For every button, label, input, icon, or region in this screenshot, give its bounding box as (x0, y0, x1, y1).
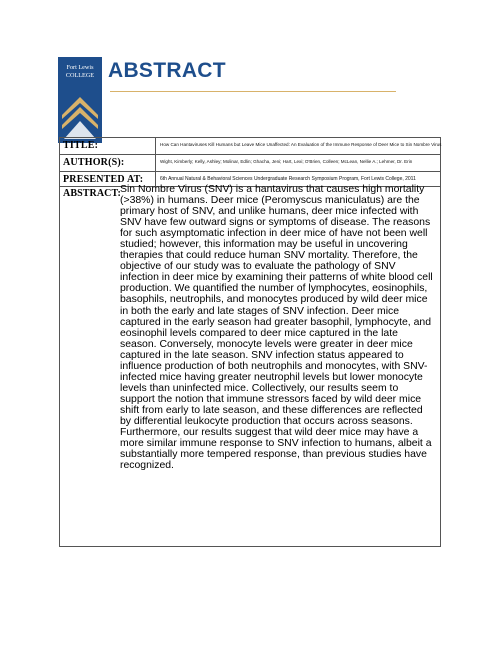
presented-value: 6th Annual Natural & Behavioral Sciences Undergraduate Research Symposium Program, Fort Lewis College, 2011 (160, 176, 416, 182)
abstract-label: ABSTRACT: (63, 188, 121, 199)
title-row (60, 138, 440, 155)
logo-text-line1: Fort Lewis (66, 64, 94, 71)
authors-label: AUTHOR(S): (63, 157, 125, 168)
abstract-form (59, 137, 441, 547)
abstract-text: Sin Nombre Virus (SNV) is a hantavirus that causes high mortality (>38%) in humans. Deer mice (Peromyscus maniculatus) are the primary host of SNV, and unlike humans, deer mice infected with SNV have few outward signs or symptoms of disease. The reasons for such asymptomatic infection in deer mice of have not been well studied; however, this information may be useful in uncovering therapies that could reduce human SNV mortality. Therefore, the objective of our study was to evaluate the pathology of SNV infection in deer mice by examining their patterns of white blood cell production. We quantified the number of lymphocytes, eosinophils, basophils, neutrophils, and monocytes produced by wild deer mice in both the early and late stages of SNV infection. Deer mice captured in the early season had greater basophil, lymphocyte, and eosinophil levels compared to deer mice captured in the late season. Conversely, monocyte levels were greater in deer mice captured in the late season. SNV infection status appeared to influence production of both neutrophils and monocytes, with SNV-infected mice having greater neutrophil levels but lower monocyte levels than uninfected mice. Collectively, our results seem to support the notion that immune stressors faced by wild deer mice shift from early to late season, and these differences are reflected by differential leukocyte production that occurs across seasons. Furthermore, our results suggest that wild deer mice may have a more similar immune response to SNV infection to humans, albeit a substantially more tempered response, than previous studies have recognized. (120, 184, 433, 472)
logo-text-line2: COLLEGE (65, 72, 95, 79)
row-divider (155, 138, 156, 154)
authors-row (60, 155, 440, 172)
fort-lewis-college-logo (58, 57, 102, 143)
title-value: How Can Hantaviruses Kill Humans but Leave Mice Unaffected: An Evaluation of the Immune Response of Deer Mice to Sin Nombre Virus (160, 142, 442, 147)
page-heading: ABSTRACT (108, 59, 226, 82)
heading-rule (110, 91, 396, 92)
presented-label: PRESENTED AT: (63, 174, 144, 185)
title-label: TITLE: (63, 140, 99, 151)
row-divider (155, 155, 156, 171)
authors-value: Wight, Kimberly; Kelly, Ashley; Molinar, Edlin; Ghacha, Jeni; Hart, Lexi; O'Brien, Colleen; McLean, Nellie A.; Lehmer, Dr. Erin (160, 159, 413, 164)
